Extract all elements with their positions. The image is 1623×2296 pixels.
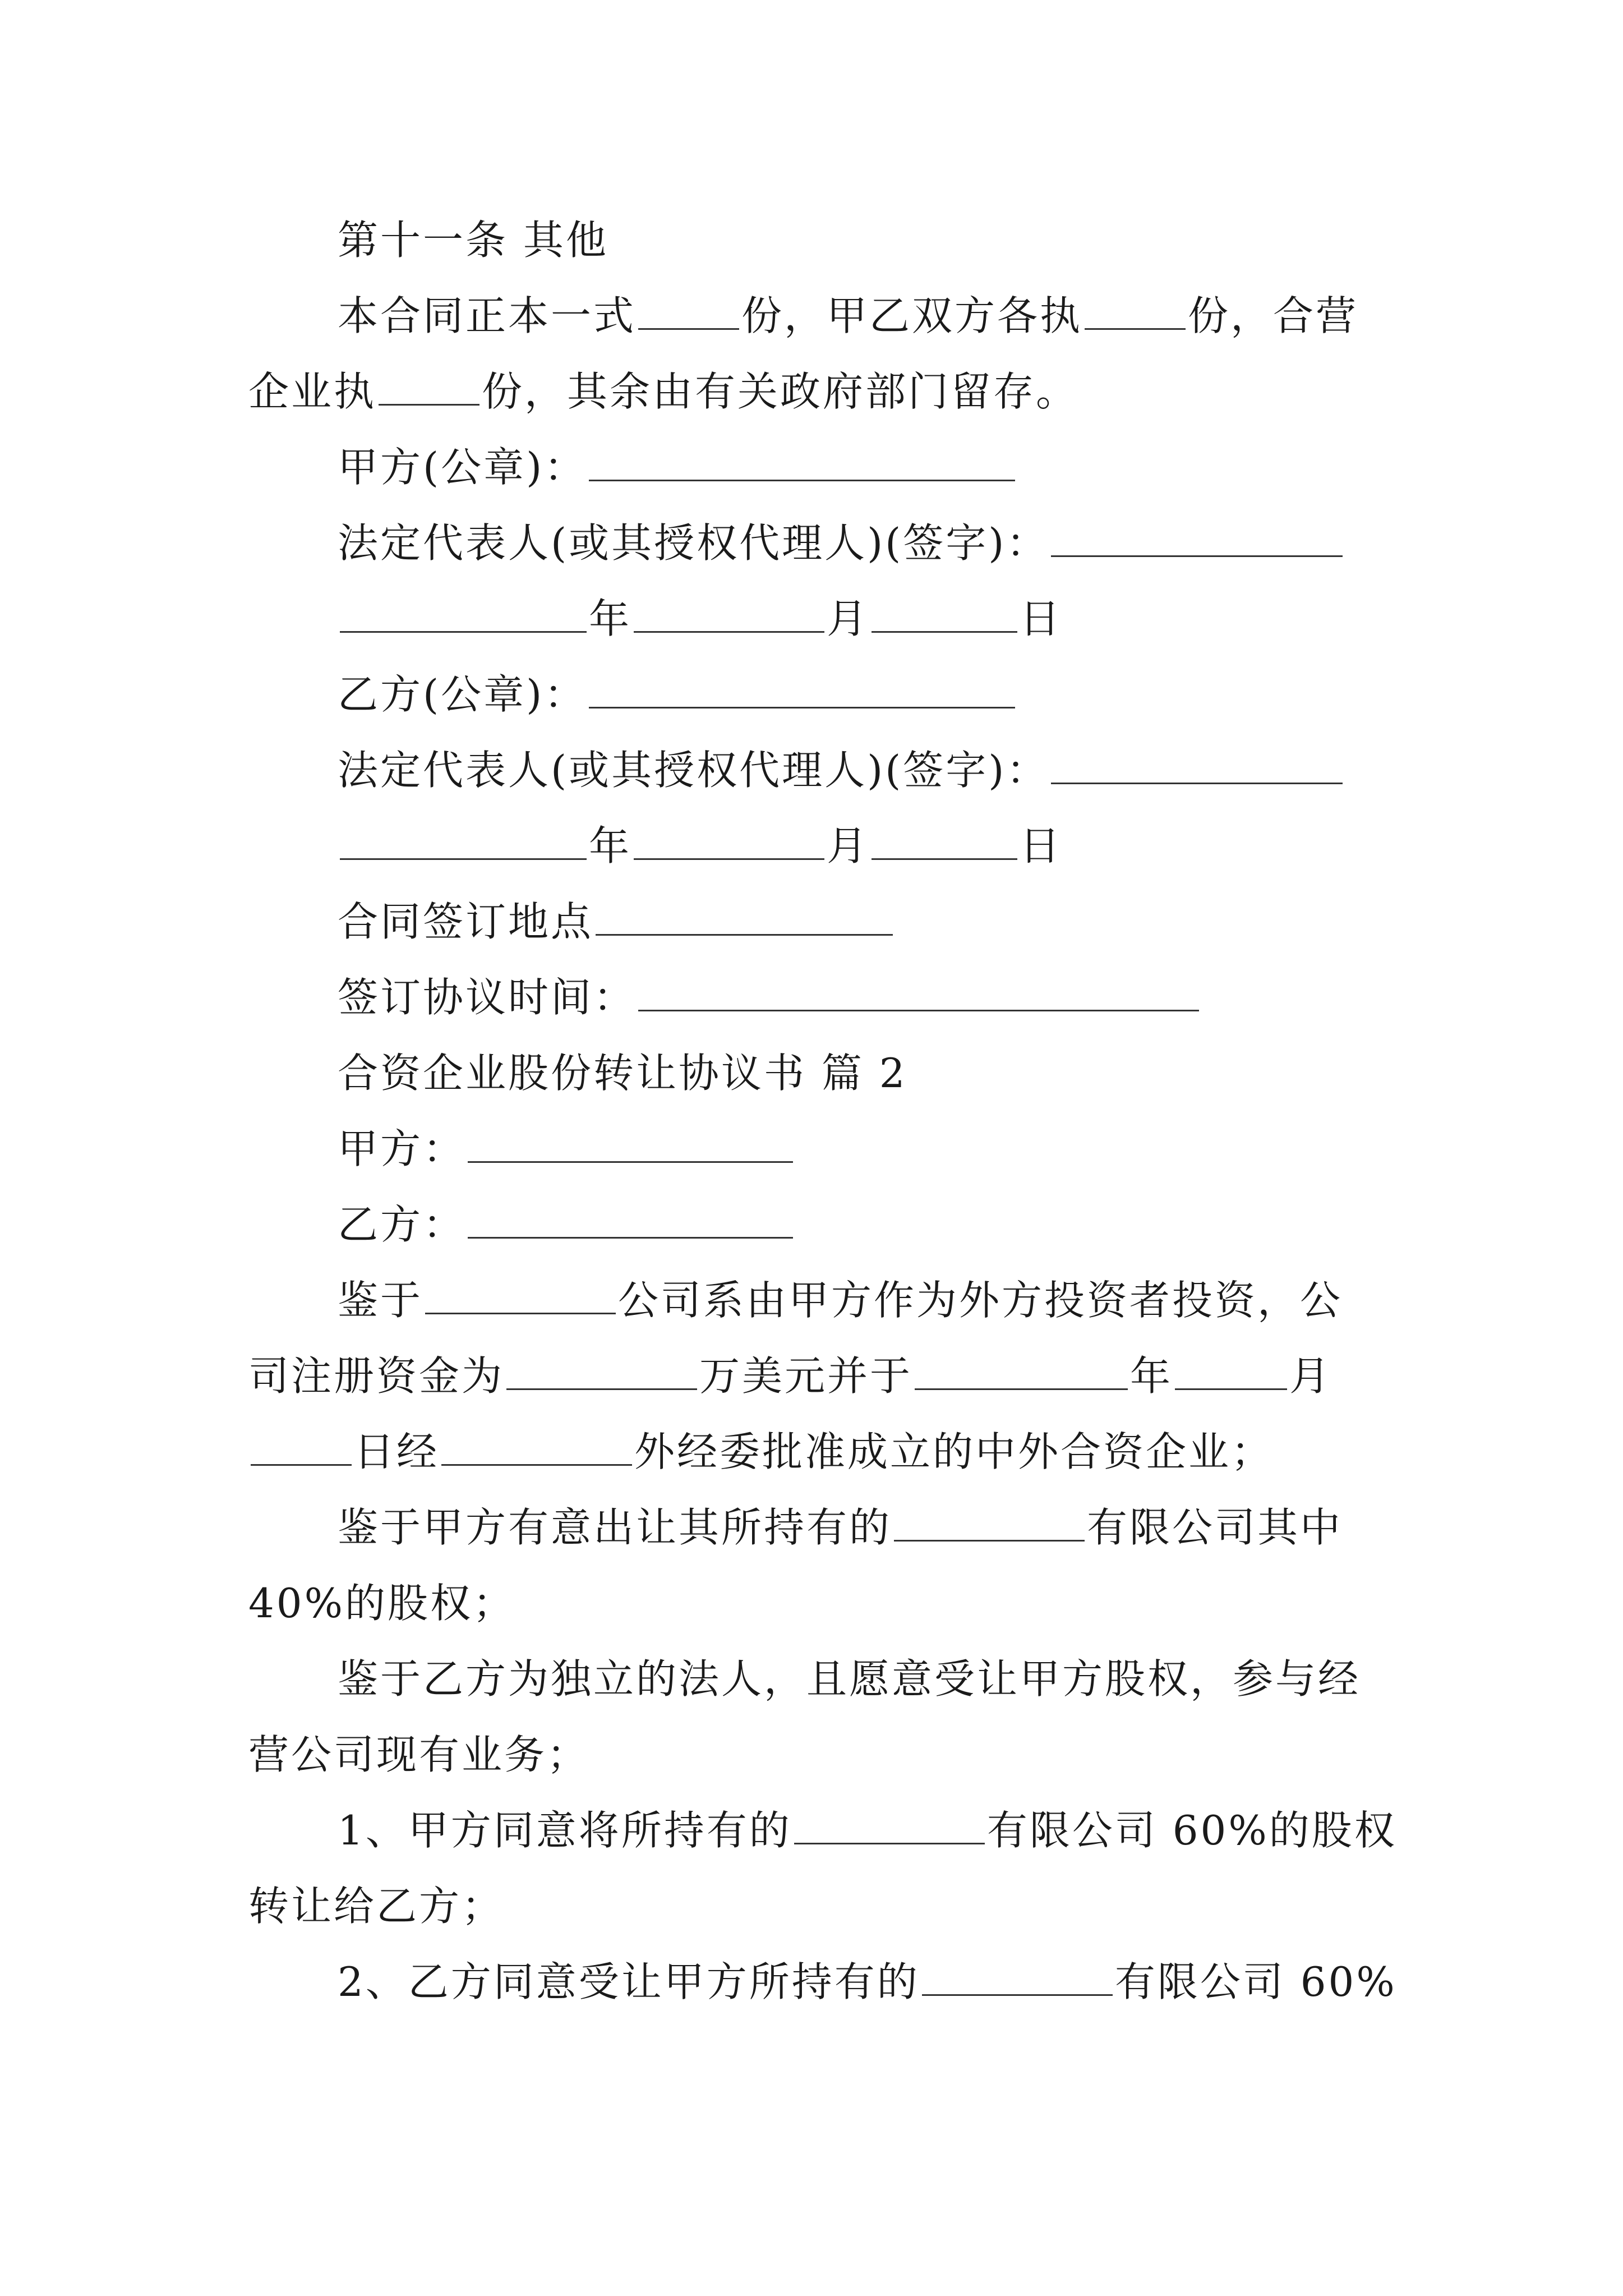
party-b-line (338, 1199, 795, 1250)
text-segment: 有限公司 60%的股权 (986, 1807, 1397, 1854)
blank-field[interactable] (872, 823, 1017, 860)
paragraph-line (338, 291, 1358, 341)
blank-field[interactable] (379, 369, 479, 406)
date-line (338, 821, 1062, 871)
text-segment: 甲方： (338, 1125, 466, 1172)
text-segment: 签订协议时间： (338, 974, 637, 1021)
paragraph-line (338, 1502, 1343, 1553)
blank-field[interactable] (596, 899, 893, 936)
blank-field[interactable] (340, 823, 587, 860)
blank-field[interactable] (589, 445, 1015, 481)
blank-field[interactable] (468, 1126, 793, 1163)
blank-field[interactable] (638, 293, 739, 330)
blank-field[interactable] (425, 1278, 616, 1314)
text-segment: 月 (827, 822, 870, 869)
text-segment: 法定代表人(或其授权代理人)(签字)： (338, 747, 1049, 794)
article-heading (338, 215, 608, 265)
legal-rep-signature-line (338, 745, 1345, 795)
clause-line (338, 1805, 1397, 1856)
text-segment: 外经委批准成立的中外合资企业； (634, 1428, 1274, 1475)
text-segment: 万美元并于 (699, 1352, 913, 1400)
text-segment: 日 (1020, 595, 1063, 642)
blank-field[interactable] (634, 823, 824, 860)
blank-field[interactable] (872, 596, 1017, 633)
section-title (338, 1048, 907, 1098)
paragraph-line (248, 1427, 1274, 1477)
text-segment: 年 (589, 822, 632, 869)
paragraph-line (248, 1578, 515, 1628)
text-segment: 第十一条 其他 (338, 217, 608, 264)
text-segment: 合同签订地点 (338, 898, 594, 945)
blank-field[interactable] (634, 596, 824, 633)
paragraph-line (248, 1729, 589, 1780)
blank-field[interactable] (794, 1808, 985, 1844)
text-segment: 公司系由甲方作为外方投资者投资，公 (618, 1277, 1343, 1324)
blank-field[interactable] (589, 672, 1015, 708)
text-segment: 份，甲乙双方各执 (741, 292, 1083, 339)
text-segment: 鉴于 (338, 1277, 423, 1324)
date-line (338, 593, 1062, 644)
paragraph-line (248, 1351, 1332, 1401)
paragraph-line (248, 366, 1078, 417)
blank-field[interactable] (1175, 1354, 1287, 1390)
paragraph-line (338, 1275, 1343, 1326)
legal-rep-signature-line (338, 518, 1345, 568)
text-segment: 有限公司其中 (1087, 1504, 1343, 1551)
text-segment: 40%的股权； (248, 1580, 516, 1627)
party-a-seal-line (338, 442, 1017, 493)
text-segment: 鉴于甲方有意出让其所持有的 (338, 1504, 892, 1551)
blank-field[interactable] (922, 1959, 1113, 1996)
blank-field[interactable] (1051, 521, 1343, 557)
blank-field[interactable] (506, 1354, 697, 1390)
text-segment: 司注册资金为 (248, 1352, 505, 1400)
text-segment: 法定代表人(或其授权代理人)(签字)： (338, 519, 1049, 567)
text-segment: 乙方(公章)： (338, 671, 587, 718)
paragraph-line (338, 1654, 1361, 1704)
text-segment: 乙方： (338, 1201, 466, 1248)
clause-line (338, 1957, 1397, 2007)
signing-place-line (338, 896, 895, 947)
text-segment: 份，合营 (1188, 292, 1359, 339)
blank-field[interactable] (441, 1429, 632, 1466)
blank-field[interactable] (468, 1202, 793, 1239)
text-segment: 营公司现有业务； (248, 1731, 590, 1778)
text-segment: 1、甲方同意将所持有的 (338, 1807, 792, 1854)
blank-field[interactable] (1051, 748, 1343, 784)
blank-field[interactable] (340, 596, 587, 633)
blank-field[interactable] (915, 1354, 1128, 1390)
text-segment: 本合同正本一式 (338, 292, 637, 339)
text-segment: 日经 (354, 1428, 440, 1475)
blank-field[interactable] (251, 1429, 352, 1466)
text-segment: 有限公司 60% (1114, 1958, 1397, 2005)
text-segment: 鉴于乙方为独立的法人，且愿意受让甲方股权，参与经 (338, 1655, 1361, 1703)
party-b-seal-line (338, 669, 1017, 720)
party-a-line (338, 1124, 795, 1174)
blank-field[interactable] (1085, 293, 1186, 330)
blank-field[interactable] (638, 975, 1199, 1011)
text-segment: 合资企业股份转让协议书 篇 2 (338, 1050, 907, 1097)
blank-field[interactable] (894, 1505, 1085, 1542)
text-segment: 年 (589, 595, 632, 642)
text-segment: 转让给乙方； (248, 1883, 505, 1930)
text-segment: 月 (827, 595, 870, 642)
text-segment: 年 (1130, 1352, 1173, 1400)
text-segment: 月 (1289, 1352, 1332, 1400)
signing-time-line (338, 972, 1201, 1023)
text-segment: 2、乙方同意受让甲方所持有的 (338, 1958, 920, 2005)
paragraph-line (248, 1881, 504, 1931)
text-segment: 甲方(公章)： (338, 444, 587, 491)
text-segment: 企业执 (248, 368, 377, 415)
text-segment: 份，其余由有关政府部门留存。 (482, 368, 1079, 415)
text-segment: 日 (1020, 822, 1063, 869)
